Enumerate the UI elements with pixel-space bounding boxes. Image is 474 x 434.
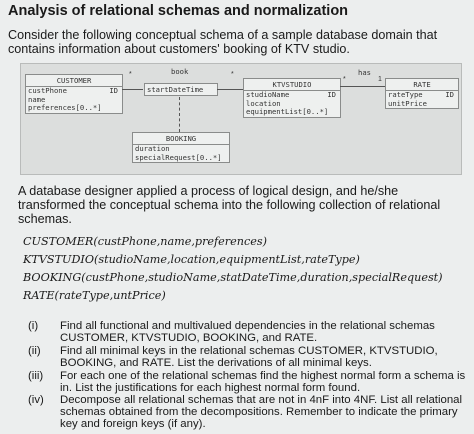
question-text: Find all functional and multivalued dependencies in the relational schemas CUSTOMER, KTVSTUDIO, BOOKING, and RATE. xyxy=(60,320,435,345)
customer-entity-name: CUSTOMER xyxy=(26,75,122,87)
ktvstudio-attr: studioName ID xyxy=(246,90,336,99)
booking-attr: specialRequest[0..*] xyxy=(135,152,222,162)
assoc-line xyxy=(340,86,385,87)
book-assoc-label: book xyxy=(171,67,189,76)
ktvstudio-attr: equipmentList[0..*] xyxy=(246,107,329,116)
customer-attr: name xyxy=(28,94,46,104)
question-text: Find all minimal keys in the relational schemas CUSTOMER, KTVSTUDIO, BOOKING, and RATE. List the derivations of all minimal keys. xyxy=(60,345,438,370)
multiplicity-label: * xyxy=(231,71,234,78)
schema-booking: BOOKING(custPhone,studioName,statDateTime,duration,specialRequest) xyxy=(23,271,443,284)
rate-entity-name: RATE xyxy=(386,79,458,91)
question-number: (iv) xyxy=(28,394,44,406)
question-text: For each one of the relational schemas find the highest normal form a schema is in. List the justifications for each highest normal form found. xyxy=(60,370,466,395)
conceptual-schema-diagram xyxy=(20,63,462,175)
ktvstudio-attr: location xyxy=(246,98,281,108)
rate-attr: unitPrice xyxy=(388,98,427,108)
multiplicity-label: * xyxy=(129,71,132,78)
assoc-class-link xyxy=(179,97,180,132)
schema-ktvstudio: KTVSTUDIO(studioName,location,equipmentList,rateType) xyxy=(23,253,360,266)
customer-attr: custPhone ID xyxy=(28,86,118,95)
book-assoc-attr: startDateTime xyxy=(147,85,204,94)
has-assoc-label: has xyxy=(358,68,371,77)
ktvstudio-entity-name: KTVSTUDIO xyxy=(244,79,340,91)
intro-paragraph: Consider the following conceptual schema of a sample database domain that contains information about customers' booking of KTV studio. xyxy=(8,28,438,56)
rate-id-label: ID xyxy=(445,90,454,99)
booking-attr: duration xyxy=(135,144,170,153)
customer-attr: preferences[0..*] xyxy=(28,103,102,112)
multiplicity-label: 1 xyxy=(378,76,382,83)
book-assoc-box xyxy=(144,83,218,96)
assoc-line xyxy=(122,89,143,90)
schema-customer: CUSTOMER(custPhone,name,preferences) xyxy=(23,235,267,248)
ktvstudio-id-label: ID xyxy=(327,90,336,99)
question-number: (i) xyxy=(28,320,39,332)
customer-id-label: ID xyxy=(109,86,118,95)
design-paragraph: A database designer applied a process of logical design, and he/she transformed the conceptual schema into the following collection of relational schemas. xyxy=(18,184,441,226)
question-text: Decompose all relational schemas that are not in 4nF into 4NF. List all relational schemas obtained from the decompositions. Remember to indicate the primary key and foreign keys (if any). xyxy=(60,394,463,431)
schema-rate: RATE(rateType,untPrice) xyxy=(23,289,166,302)
customer-entity xyxy=(25,74,123,114)
ktvstudio-entity xyxy=(243,78,341,118)
question-number: (ii) xyxy=(28,345,41,357)
booking-entity-name: BOOKING xyxy=(133,133,229,145)
multiplicity-label: * xyxy=(343,76,346,83)
assoc-line xyxy=(217,89,243,90)
page-title: Analysis of relational schemas and normalization xyxy=(8,3,349,19)
question-number: (iii) xyxy=(28,370,44,382)
booking-entity xyxy=(132,132,230,163)
rate-entity xyxy=(385,78,459,109)
rate-attr: rateType ID xyxy=(388,90,454,99)
